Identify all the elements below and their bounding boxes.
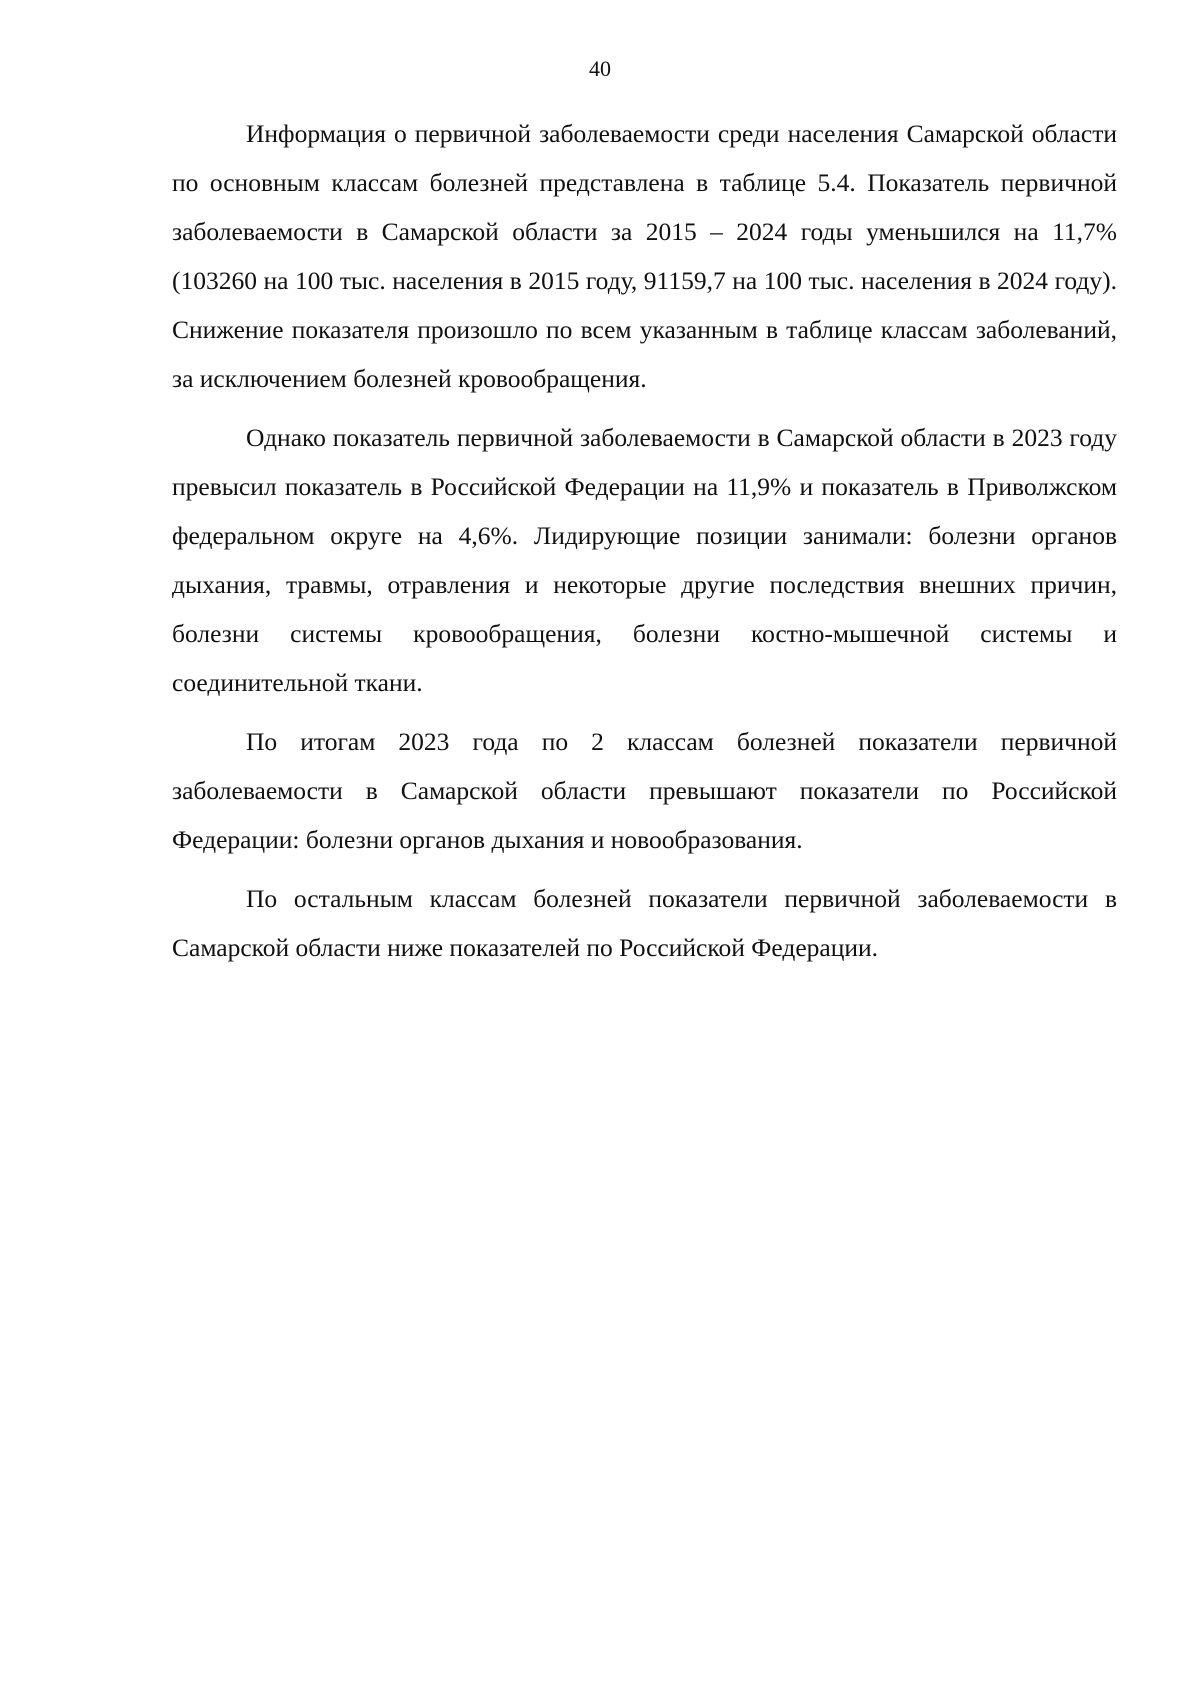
paragraph-exceeding-classes: По итогам 2023 года по 2 классам болезней показатели первичной заболеваемости в Самарской области превышают показатели по Российской Федерации: болезни органов дыхания и новообразования. [172,727,1117,854]
page-number: 40 [589,56,611,81]
paragraph-primary-morbidity-info: Информация о первичной заболеваемости среди населения Самарской области по основным классам болезней представлена в таблице 5.4. Показатель первичной заболеваемости в Самарской области за 2015 – 2024 годы уменьшился на 11,7% (103260 на 100 тыс. населения в 2015 году, 91159,7 на 100 тыс. населения в 2024 году). Снижение показателя произошло по всем указанным в таблице классам заболеваний, за исключением болезней кровообращения. [172,119,1117,393]
paragraph-other-classes: По остальным классам болезней показатели первичной заболеваемости в Самарской области ниже показателей по Российской Федерации. [172,884,1117,962]
document-body [172,109,1117,982]
paragraph-comparison-2023: Однако показатель первичной заболеваемости в Самарской области в 2023 году превысил показатель в Российской Федерации на 11,9% и показатель в Приволжском федеральном округе на 4,6%. Лидирующие позиции занимали: болезни органов дыхания, травмы, отравления и некоторые другие последствия внешних причин, болезни системы кровообращения, болезни костно-мышечной системы и соединительной ткани. [172,423,1117,697]
